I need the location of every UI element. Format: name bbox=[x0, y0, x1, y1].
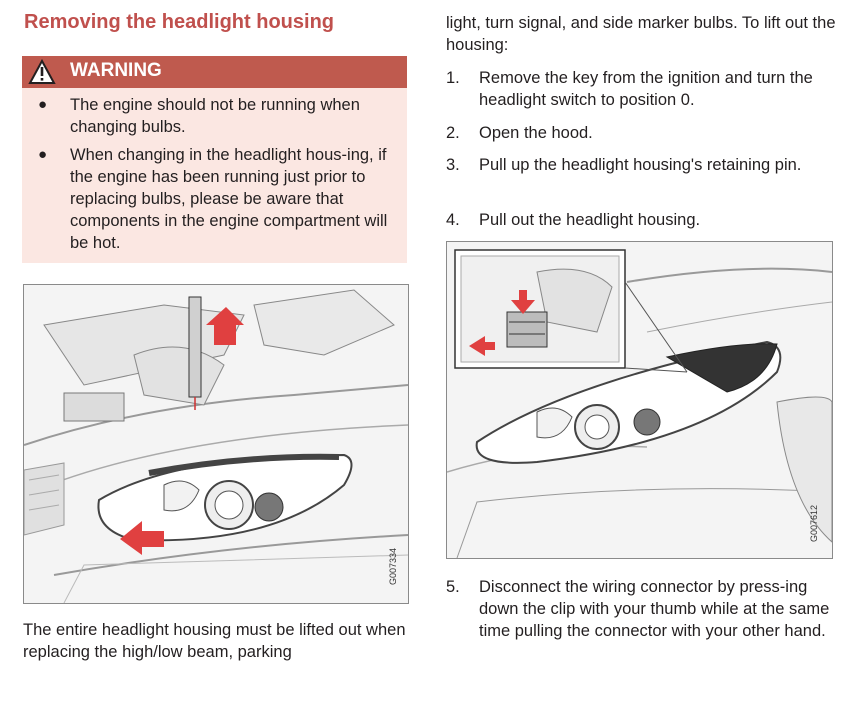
warning-label: WARNING bbox=[70, 60, 162, 81]
step-text: Remove the key from the ignition and turn the headlight switch to position 0. bbox=[479, 69, 813, 109]
step-text: Pull up the headlight housing's retaining pin. bbox=[479, 156, 802, 174]
step-text: Disconnect the wiring connector by press-ing down the clip with your thumb while at the same time pulling the connector with your other hand. bbox=[479, 578, 830, 640]
figure-headlight-removal bbox=[23, 284, 409, 604]
step-number: 3. bbox=[446, 156, 460, 174]
section-heading: Removing the headlight housing bbox=[24, 11, 334, 33]
step-number: 1. bbox=[446, 69, 460, 87]
bullet-icon: ● bbox=[38, 146, 48, 163]
illustration-connector bbox=[447, 242, 832, 558]
illustration-engine-bay bbox=[24, 285, 408, 603]
figure-code: G007334 bbox=[388, 547, 398, 585]
step-text: Open the hood. bbox=[479, 124, 593, 142]
step-text: Pull out the headlight housing. bbox=[479, 211, 701, 229]
left-paragraph: The entire headlight housing must be lifted out when replacing the high/low beam, parking bbox=[23, 621, 406, 661]
warning-triangle-icon bbox=[28, 59, 56, 85]
bullet-icon: ● bbox=[38, 96, 48, 113]
step-number: 5. bbox=[446, 578, 460, 596]
warning-item: When changing in the headlight hous-ing, if the engine has been running just prior to replacing bulbs, please be aware that components in the engine compartment will be hot. bbox=[70, 146, 388, 252]
figure-code: G007612 bbox=[809, 504, 819, 542]
step-number: 2. bbox=[446, 124, 460, 142]
warning-body bbox=[22, 88, 407, 263]
step-number: 4. bbox=[446, 211, 460, 229]
warning-header bbox=[22, 56, 407, 88]
right-intro: light, turn signal, and side marker bulbs. To lift out the housing: bbox=[446, 14, 836, 54]
warning-item: The engine should not be running when changing bulbs. bbox=[70, 96, 360, 136]
figure-wiring-connector bbox=[446, 241, 833, 559]
